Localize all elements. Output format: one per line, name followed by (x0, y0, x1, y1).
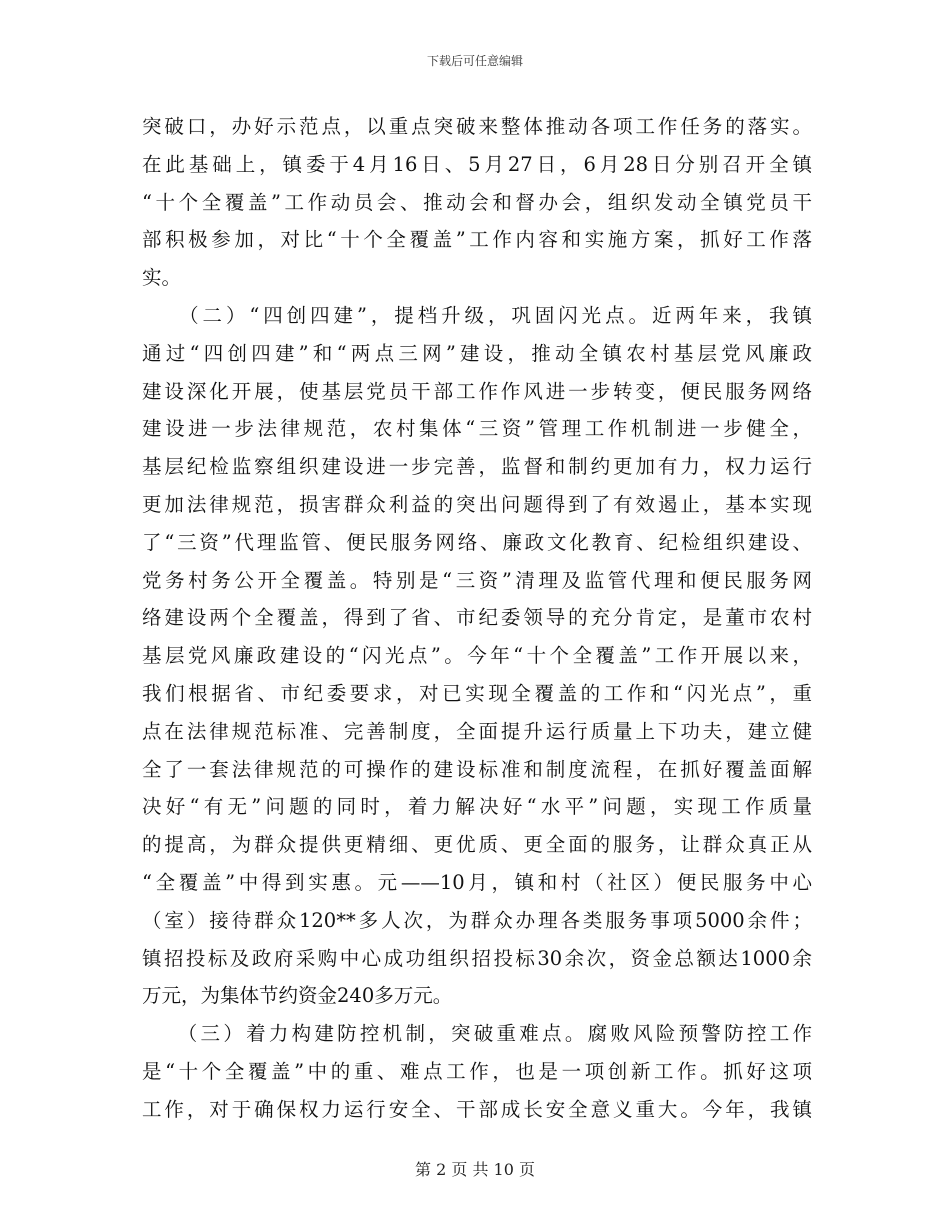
text-line: 工作，对于确保权力运行安全、干部成长安全意义重大。今年，我镇 (142, 1097, 812, 1121)
text-line: 党务村务公开全覆盖。特别是“三资”清理及监管代理和便民服务网 (142, 568, 812, 592)
text-line: （二）“四创四建”，提档升级，巩固闪光点。近两年来，我镇 (142, 303, 812, 327)
text-line: （室）接待群众120**多人次，为群众办理各类服务事项5000余件； (142, 908, 812, 932)
text-line: 突破口，办好示范点，以重点突破来整体推动各项工作任务的落实。 (142, 115, 812, 138)
text-line: 镇招投标及政府采购中心成功组织招投标30余次，资金总额达1000余 (142, 946, 812, 970)
text-line: 建设深化开展，使基层党员干部工作作风进一步转变，便民服务网络 (142, 379, 812, 403)
text-line: 我们根据省、市纪委要求，对已实现全覆盖的工作和“闪光点”，重 (142, 681, 812, 705)
page-number: 第 2 页 共 10 页 (415, 1160, 535, 1179)
text-line: 建设进一步法律规范，农村集体“三资”管理工作机制进一步健全， (142, 417, 812, 441)
text-line: 点在法律规范标准、完善制度，全面提升运行质量上下功夫，建立健 (142, 719, 812, 743)
text-line: 络建设两个全覆盖，得到了省、市纪委领导的充分肯定，是董市农村 (142, 606, 812, 630)
text-line: 基层纪检监察组织建设进一步完善，监督和制约更加有力，权力运行 (142, 455, 812, 479)
text-line: 基层党风廉政建设的“闪光点”。今年“十个全覆盖”工作开展以来， (142, 644, 812, 668)
text-line: 是“十个全覆盖”中的重、难点工作，也是一项创新工作。抓好这项 (142, 1059, 812, 1083)
text-line: “全覆盖”中得到实惠。元——10月，镇和村（社区）便民服务中心 (142, 870, 812, 894)
text-line: “十个全覆盖”工作动员会、推动会和督办会，组织发动全镇党员干 (142, 190, 812, 214)
text-line: 决好“有无”问题的同时，着力解决好“水平”问题，实现工作质量 (142, 795, 812, 819)
text-line: 万元，为集体节约资金240多万元。 (142, 984, 453, 1008)
text-line: 全了一套法律规范的可操作的建设标准和制度流程，在抓好覆盖面解 (142, 757, 812, 781)
text-line: 了“三资”代理监管、便民服务网络、廉政文化教育、纪检组织建设、 (142, 530, 812, 554)
text-line: 部积极参加，对比“十个全覆盖”工作内容和实施方案，抓好工作落 (142, 228, 812, 252)
text-line: （三）着力构建防控机制，突破重难点。腐败风险预警防控工作 (142, 1022, 812, 1046)
page-header-note: 下载后可任意编辑 (426, 54, 523, 68)
document-body (142, 108, 812, 1129)
text-line: 在此基础上，镇委于4月16日、5月27日，6月28日分别召开全镇 (142, 152, 812, 176)
text-line: 更加法律规范，损害群众利益的突出问题得到了有效遏止，基本实现 (142, 492, 812, 516)
text-line: 的提高，为群众提供更精细、更优质、更全面的服务，让群众真正从 (142, 833, 812, 857)
text-line: 通过“四创四建”和“两点三网”建设，推动全镇农村基层党风廉政 (142, 341, 812, 365)
text-line: 实。 (142, 266, 182, 290)
